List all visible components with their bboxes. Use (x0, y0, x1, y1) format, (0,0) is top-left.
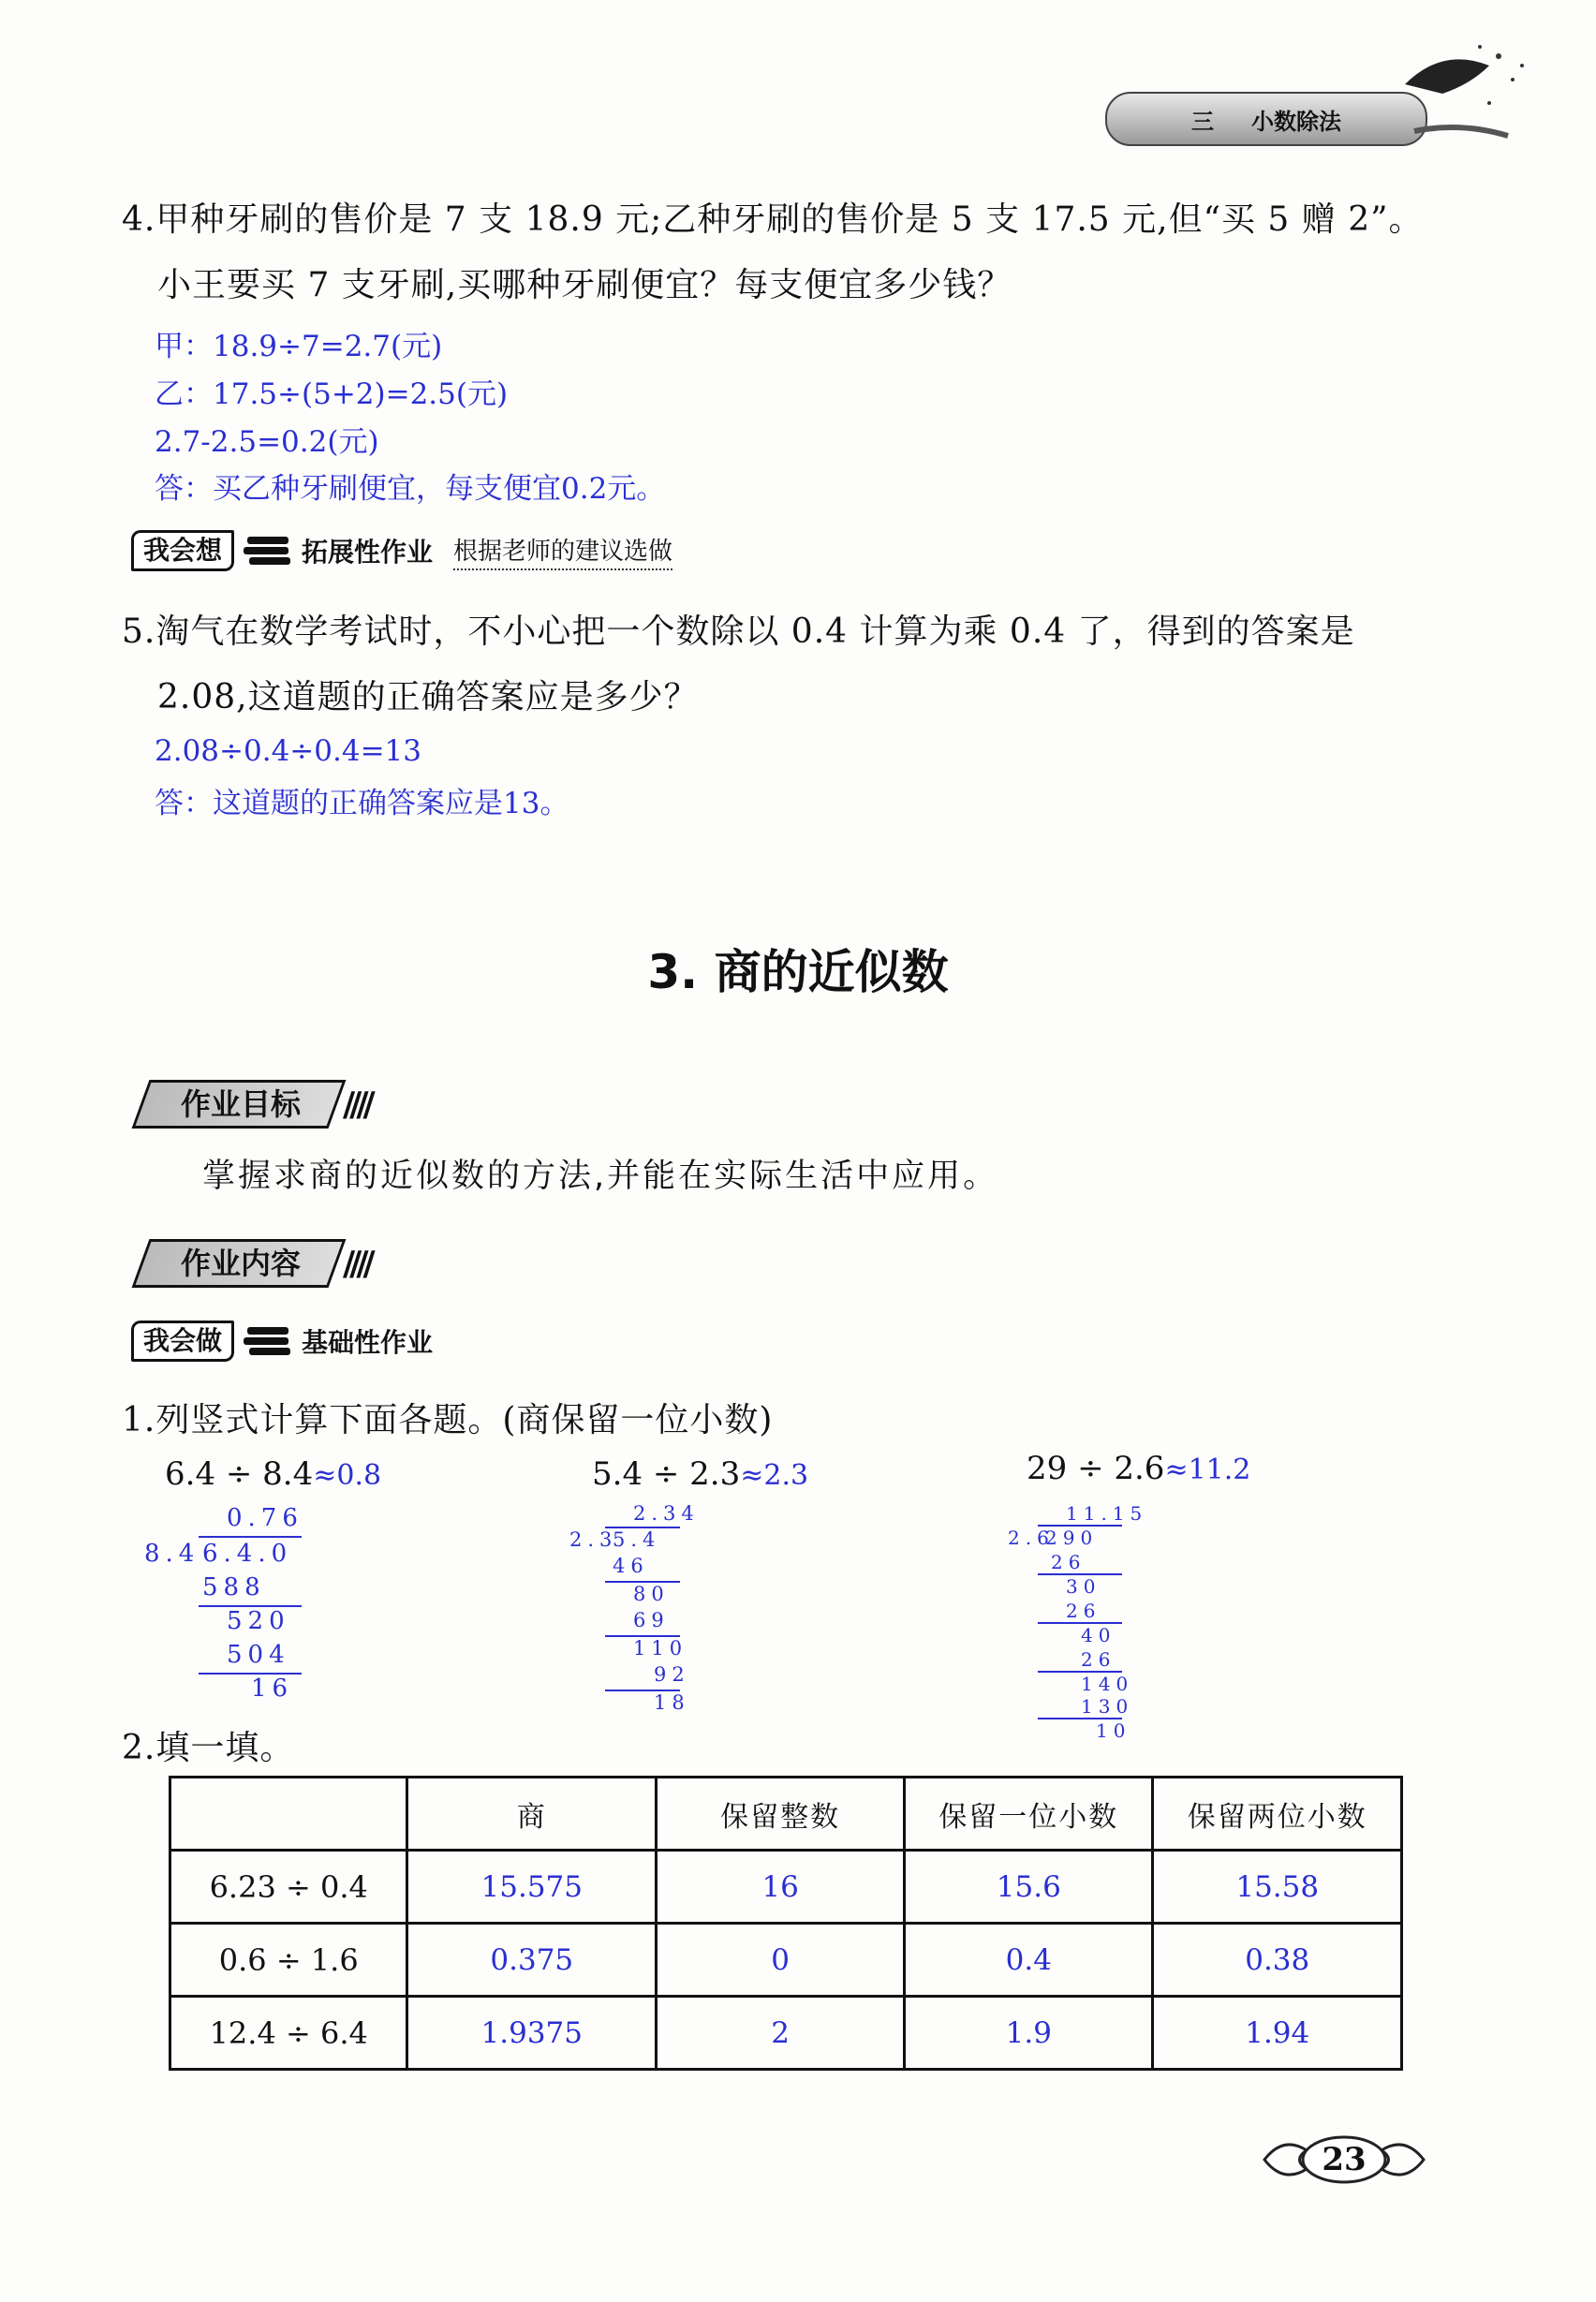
content-banner (140, 1240, 370, 1287)
step: 504 (227, 1641, 290, 1669)
long-division-1 (140, 1504, 303, 1710)
header-cell: 保留一位小数 (905, 1778, 1153, 1851)
fill-table (169, 1776, 1403, 2071)
quotient: 0.76 (227, 1504, 303, 1532)
page-number: 23 (1322, 2141, 1367, 2178)
problem-text: 6.4 ÷ 8.4 (165, 1455, 314, 1493)
step: 18 (654, 1691, 690, 1714)
step: 69 (633, 1609, 670, 1631)
step: 26 (1081, 1648, 1116, 1671)
problem-expression (1027, 1450, 1250, 1487)
header-decoration-icon (1386, 28, 1536, 159)
value-cell: 0.38 (1153, 1924, 1402, 1997)
answer-line: 2.08÷0.4÷0.4=13 (155, 734, 421, 768)
question-5-line-2: 2.08,这道题的正确答案应是多少？ (157, 678, 699, 716)
step: 16 (251, 1675, 294, 1703)
chapter-number: 三 (1191, 108, 1214, 135)
long-division-2 (566, 1502, 706, 1718)
problem-answer: ≈11.2 (1164, 1454, 1251, 1486)
problem-answer: ≈2.3 (740, 1459, 809, 1492)
step: 26 (1066, 1600, 1101, 1622)
step: 10 (1096, 1719, 1131, 1742)
step: 588 (202, 1573, 266, 1601)
page-number-badge (1255, 2130, 1433, 2190)
header-cell: 商 (407, 1778, 657, 1851)
problem-answer: ≈0.8 (313, 1459, 382, 1492)
expression-cell: 0.6 ÷ 1.6 (170, 1924, 407, 1997)
section-title: 3. 商的近似数 (647, 945, 949, 999)
step: 26 (1051, 1551, 1086, 1573)
question-4-line-2: 小王要买 7 支牙刷,买哪种牙刷便宜？每支便宜多少钱？ (157, 266, 1012, 304)
question-5-line-1: 5.淘气在数学考试时，不小心把一个数除以 0.4 计算为乘 0.4 了，得到的答案是 (122, 612, 1355, 651)
divisor: 2.3 (569, 1528, 618, 1551)
goal-banner (140, 1081, 370, 1128)
dividend: 5.4 (613, 1528, 661, 1551)
value-cell: 0.4 (905, 1924, 1153, 1997)
goal-banner-label: 作业目标 (181, 1086, 302, 1122)
step: 40 (1081, 1624, 1116, 1646)
problem-expression (592, 1455, 808, 1493)
step: 130 (1081, 1695, 1134, 1718)
step: 80 (633, 1583, 670, 1605)
books-icon (242, 1323, 294, 1359)
long-division-3 (1006, 1502, 1165, 1742)
quotient: 2.34 (633, 1502, 700, 1525)
step: 30 (1066, 1575, 1101, 1598)
content-banner-label: 作业内容 (181, 1246, 302, 1281)
chapter-title: 小数除法 (1251, 108, 1341, 135)
answer-line: 答：买乙种牙刷便宜，每支便宜0.2元。 (155, 472, 666, 506)
extension-homework-tag (131, 530, 672, 571)
step: 46 (613, 1555, 649, 1577)
value-cell: 1.9 (905, 1997, 1153, 2070)
header-cell: 保留整数 (657, 1778, 905, 1851)
quotient: 11.15 (1066, 1502, 1148, 1525)
value-cell: 16 (657, 1851, 905, 1924)
tag-box: 我会做 (131, 1321, 234, 1362)
chapter-header (1105, 92, 1427, 146)
value-cell: 15.58 (1153, 1851, 1402, 1924)
question-4-line-1: 4.甲种牙刷的售价是 7 支 18.9 元;乙种牙刷的售价是 5 支 17.5 元,但“买 5 赠 2”。 (122, 200, 1424, 239)
slashes-icon: //// (343, 1085, 370, 1124)
table-row (170, 1924, 1402, 1997)
step: 110 (633, 1637, 688, 1660)
table-row (170, 1851, 1402, 1924)
divisor: 2.6 (1008, 1527, 1055, 1549)
table-row (170, 1997, 1402, 2070)
table-header-row (170, 1778, 1402, 1851)
step: 140 (1081, 1673, 1134, 1695)
step: 520 (227, 1607, 290, 1635)
value-cell: 15.575 (407, 1851, 657, 1924)
goal-text: 掌握求商的近似数的方法,并能在实际生活中应用。 (202, 1158, 999, 1195)
slashes-icon: //// (343, 1244, 370, 1283)
header-cell (170, 1778, 407, 1851)
tag-label: 拓展性作业 (302, 537, 434, 568)
value-cell: 2 (657, 1997, 905, 2070)
answer-line: 答：这道题的正确答案应是13。 (155, 787, 569, 820)
tag-note: 根据老师的建议选做 (453, 532, 672, 570)
answer-line: 乙：17.5÷(5+2)=2.5(元) (155, 377, 509, 411)
value-cell: 0 (657, 1924, 905, 1997)
books-icon (242, 533, 294, 568)
value-cell: 15.6 (905, 1851, 1153, 1924)
answer-line: 2.7-2.5=0.2(元) (155, 425, 379, 459)
expression-cell: 12.4 ÷ 6.4 (170, 1997, 407, 2070)
dividend: 290 (1045, 1527, 1099, 1549)
tag-label: 基础性作业 (302, 1327, 434, 1358)
tag-box: 我会想 (131, 530, 234, 571)
value-cell: 1.9375 (407, 1997, 657, 2070)
question-2-title: 2.填一填。 (122, 1729, 295, 1767)
problem-text: 29 ÷ 2.6 (1027, 1450, 1165, 1487)
problem-text: 5.4 ÷ 2.3 (592, 1455, 741, 1493)
value-cell: 1.94 (1153, 1997, 1402, 2070)
answer-line: 甲：18.9÷7=2.7(元) (155, 330, 443, 363)
expression-cell: 6.23 ÷ 0.4 (170, 1851, 407, 1924)
dividend: 6.4.0 (202, 1540, 293, 1568)
header-cell: 保留两位小数 (1153, 1778, 1402, 1851)
step: 92 (654, 1663, 690, 1686)
question-1-title: 1.列竖式计算下面各题。(商保留一位小数) (122, 1401, 774, 1439)
problem-expression (165, 1455, 381, 1493)
divisor: 8.4 (144, 1540, 200, 1568)
value-cell: 0.375 (407, 1924, 657, 1997)
basic-homework-tag (131, 1321, 433, 1362)
